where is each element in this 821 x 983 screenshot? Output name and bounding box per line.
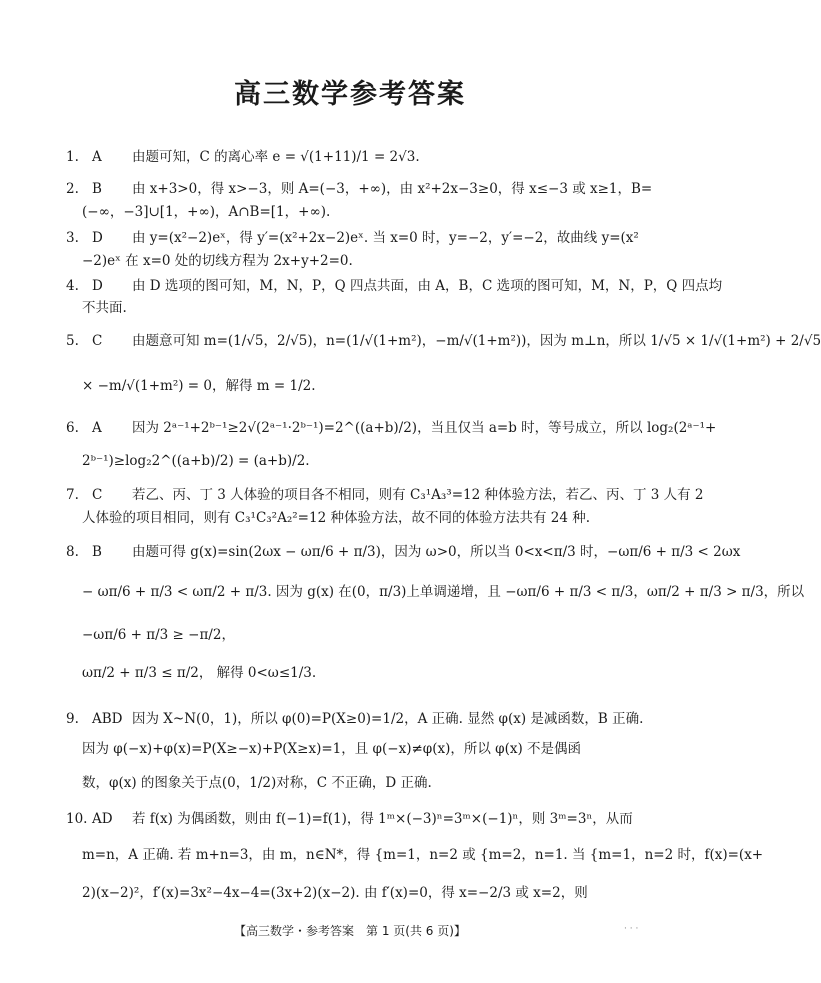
answer-letter: C [92, 333, 103, 349]
question-number: 1. [66, 149, 79, 165]
question-2 [66, 180, 653, 198]
solution-continuation: 2ᵇ⁻¹)≥log₂2^((a+b)/2) = (a+b)/2. [82, 453, 310, 469]
answer-letter: C [92, 487, 103, 503]
solution-continuation: × −m/√(1+m²) = 0，解得 m = 1/2. [82, 378, 316, 394]
solution-continuation: (−∞，−3]∪[1，+∞)，A∩B=[1，+∞). [82, 204, 331, 220]
answer-letter: D [92, 278, 103, 294]
solution-text: 由题可得 g(x)=sin(2ωx − ωπ/6 + π/3)，因为 ω>0，所以当 0<x<π/3 时，−ωπ/6 + π/3 < 2ωx [132, 544, 741, 560]
question-number: 2. [66, 181, 79, 197]
question-7 [66, 486, 704, 504]
solution-text: 若乙、丙、丁 3 人体验的项目各不相同，则有 C₃¹A₃³=12 种体验方法，若乙、丙、丁 3 人有 2 [132, 487, 704, 503]
solution-text: 由 D 选项的图可知，M，N，P，Q 四点共面，由 A，B，C 选项的图可知，M，N，P，Q 四点均 [132, 278, 723, 294]
question-number: 9. [66, 711, 79, 727]
solution-text: 因为 X~N(0，1)，所以 φ(0)=P(X≥0)=1/2，A 正确. 显然 φ(x) 是减函数，B 正确. [132, 711, 644, 727]
solution-text: 因为 2ᵃ⁻¹+2ᵇ⁻¹≥2√(2ᵃ⁻¹·2ᵇ⁻¹)=2^((a+b)/2)，当且仅当 a=b 时，等号成立，所以 log₂(2ᵃ⁻¹+ [132, 420, 717, 436]
question-number: 6. [66, 420, 79, 436]
question-number: 7. [66, 487, 79, 503]
question-number: 8. [66, 544, 79, 560]
solution-continuation: m=n，A 正确. 若 m+n=3，由 m，n∈N*，得 {m=1，n=2 或 {m=2，n=1. 当 {m=1，n=2 时，f(x)=(x+ [82, 847, 764, 863]
question-10 [66, 810, 636, 828]
solution-continuation: 数，φ(x) 的图象关于点(0，1/2)对称，C 不正确，D 正确. [82, 775, 432, 791]
inequality-system-line: ωπ/2 + π/3 ≤ π/2， 解得 0<ω≤1/3. [82, 665, 317, 681]
question-number: 10. [66, 811, 88, 827]
solution-continuation: − ωπ/6 + π/3 < ωπ/2 + π/3. 因为 g(x) 在(0，π/3)上单调递增，且 −ωπ/6 + π/3 < π/3，ωπ/2 + π/3 > π/3，所以 [82, 584, 805, 600]
question-9 [66, 710, 644, 728]
solution-continuation: −2)eˣ 在 x=0 处的切线方程为 2x+y+2=0. [82, 253, 353, 269]
solution-continuation: 人体验的项目相同，则有 C₃¹C₃²A₂²=12 种体验方法，故不同的体验方法共有 24 种. [82, 510, 591, 526]
solution-text: 由 y=(x²−2)eˣ，得 y′=(x²+2x−2)eˣ. 当 x=0 时，y=−2，y′=−2，故曲线 y=(x² [132, 230, 639, 246]
solution-text: 若 f(x) 为偶函数，则由 f(−1)=f(1)，得 1ᵐ×(−3)ⁿ=3ᵐ×(−1)ⁿ，则 3ᵐ=3ⁿ，从而 [132, 811, 633, 827]
question-1 [66, 148, 636, 166]
corner-mark: · · · [624, 924, 639, 934]
solution-continuation: 因为 φ(−x)+φ(x)=P(X≥−x)+P(X≥x)=1，且 φ(−x)≠φ(x)，所以 φ(x) 不是偶函 [82, 741, 582, 757]
question-5 [66, 332, 821, 350]
question-number: 4. [66, 278, 79, 294]
page-title: 高三数学参考答案 [234, 79, 466, 110]
question-6 [66, 419, 717, 437]
solution-continuation: 2)(x−2)²，f′(x)=3x²−4x−4=(3x+2)(x−2). 由 f′(x)=0，得 x=−2/3 或 x=2，则 [82, 885, 588, 901]
solution-text: 由题可知，C 的离心率 e = √(1+11)/1 = 2√3. [132, 149, 420, 165]
question-number: 5. [66, 333, 79, 349]
answer-letter: D [92, 230, 103, 246]
question-3 [66, 229, 639, 247]
solution-text: 由 x+3>0，得 x>−3，则 A=(−3，+∞)，由 x²+2x−3≥0，得 x≤−3 或 x≥1，B= [132, 181, 653, 197]
answer-letter: AD [92, 811, 113, 827]
inequality-system-line: −ωπ/6 + π/3 ≥ −π/2， [82, 627, 235, 643]
answer-letter: B [92, 181, 102, 197]
answer-letter: B [92, 544, 102, 560]
solution-continuation: 不共面. [82, 300, 127, 316]
page-footer: 【高三数学・参考答案 第 1 页(共 6 页)】 [234, 924, 466, 938]
question-4 [66, 277, 723, 295]
question-number: 3. [66, 230, 79, 246]
answer-letter: A [92, 420, 102, 436]
answer-letter: ABD [92, 711, 123, 727]
solution-text: 由题意可知 m=(1/√5，2/√5)，n=(1/√(1+m²)，−m/√(1+m²))，因为 m⊥n，所以 1/√5 × 1/√(1+m²) + 2/√5 [132, 333, 821, 349]
answer-letter: A [92, 149, 102, 165]
question-8 [66, 543, 741, 561]
